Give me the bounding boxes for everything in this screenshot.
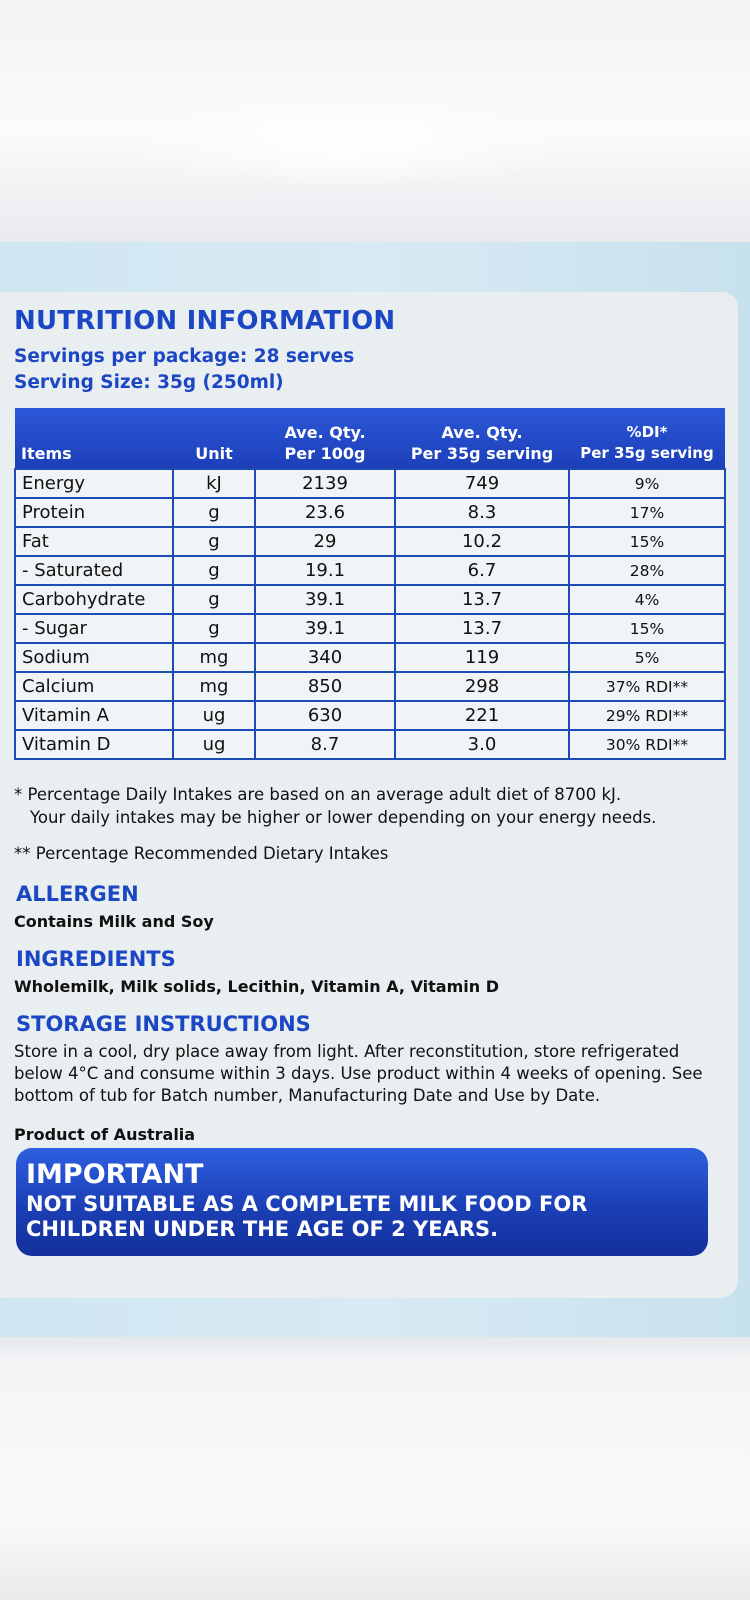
table-row: [15, 672, 725, 701]
table-row: [15, 527, 725, 556]
storage-heading: STORAGE INSTRUCTIONS: [16, 1012, 311, 1036]
ingredients-heading: INGREDIENTS: [16, 947, 176, 971]
cell-per-100g: 19.1: [255, 556, 395, 585]
servings-per-package: Servings per package: 28 serves: [14, 346, 355, 367]
table-header-row: [15, 408, 725, 469]
table-row: [15, 643, 725, 672]
cell-unit: kJ: [173, 469, 255, 498]
cell-item: - Sugar: [15, 614, 173, 643]
cell-per-35g: 221: [395, 701, 569, 730]
cell-daily-intake: 28%: [569, 556, 725, 585]
header-daily-intake: [569, 408, 725, 469]
cell-per-35g: 119: [395, 643, 569, 672]
header-per-100g-line1: Ave. Qty.: [284, 423, 366, 442]
cell-item: Vitamin D: [15, 730, 173, 759]
cell-unit: mg: [173, 643, 255, 672]
table-row: [15, 556, 725, 585]
cell-unit: g: [173, 585, 255, 614]
table-row: [15, 701, 725, 730]
cell-unit: ug: [173, 730, 255, 759]
header-per-35g-line1: Ave. Qty.: [441, 423, 523, 442]
nutrition-title: NUTRITION INFORMATION: [14, 306, 396, 336]
nutrition-table-container: [14, 408, 724, 760]
cell-item: Protein: [15, 498, 173, 527]
cell-per-35g: 10.2: [395, 527, 569, 556]
table-row: [15, 498, 725, 527]
cell-daily-intake: 17%: [569, 498, 725, 527]
cell-daily-intake: 5%: [569, 643, 725, 672]
cell-item: Energy: [15, 469, 173, 498]
cell-per-35g: 298: [395, 672, 569, 701]
table-row: [15, 585, 725, 614]
cell-per-100g: 23.6: [255, 498, 395, 527]
storage-line-1: Store in a cool, dry place away from light. After reconstitution, store refrigerated: [14, 1042, 680, 1061]
footnote-daily-intake: * Percentage Daily Intakes are based on an average adult diet of 8700 kJ.: [14, 785, 622, 804]
cell-per-100g: 39.1: [255, 585, 395, 614]
storage-line-2: below 4°C and consume within 3 days. Use product within 4 weeks of opening. See: [14, 1064, 703, 1083]
cell-unit: g: [173, 498, 255, 527]
cell-daily-intake: 30% RDI**: [569, 730, 725, 759]
storage-line-3: bottom of tub for Batch number, Manufacturing Date and Use by Date.: [14, 1086, 601, 1105]
cell-item: Calcium: [15, 672, 173, 701]
cell-per-35g: 3.0: [395, 730, 569, 759]
important-line-1: NOT SUITABLE AS A COMPLETE MILK FOOD FOR: [26, 1192, 588, 1216]
cell-per-35g: 8.3: [395, 498, 569, 527]
cell-daily-intake: 15%: [569, 527, 725, 556]
nutrition-table: [14, 408, 726, 760]
table-row: [15, 614, 725, 643]
container-highlight: [110, 100, 580, 190]
cell-per-100g: 29: [255, 527, 395, 556]
cell-unit: g: [173, 556, 255, 585]
cell-per-100g: 39.1: [255, 614, 395, 643]
cell-unit: mg: [173, 672, 255, 701]
header-daily-intake-line1: %DI*: [626, 423, 668, 441]
cell-per-35g: 749: [395, 469, 569, 498]
cell-daily-intake: 4%: [569, 585, 725, 614]
header-per-100g-line2: Per 100g: [284, 444, 366, 463]
cell-per-100g: 850: [255, 672, 395, 701]
important-line-2: CHILDREN UNDER THE AGE OF 2 YEARS.: [26, 1217, 499, 1241]
footnote-daily-intake-cont: Your daily intakes may be higher or lower depending on your energy needs.: [30, 808, 657, 827]
cell-daily-intake: 29% RDI**: [569, 701, 725, 730]
header-per-35g-line2: Per 35g serving: [410, 444, 554, 463]
cell-item: Vitamin A: [15, 701, 173, 730]
ingredients-text: Wholemilk, Milk solids, Lecithin, Vitamin A, Vitamin D: [14, 977, 499, 996]
cell-unit: g: [173, 614, 255, 643]
table-row: [15, 469, 725, 498]
storage-instructions: [14, 1041, 714, 1107]
header-unit: Unit: [173, 408, 255, 469]
cell-per-35g: 13.7: [395, 614, 569, 643]
cell-item: Fat: [15, 527, 173, 556]
cell-item: - Saturated: [15, 556, 173, 585]
important-heading: IMPORTANT: [26, 1159, 204, 1190]
cell-per-100g: 8.7: [255, 730, 395, 759]
header-per-35g: [395, 408, 569, 469]
cell-per-100g: 340: [255, 643, 395, 672]
cell-daily-intake: 9%: [569, 469, 725, 498]
footnote-rdi: ** Percentage Recommended Dietary Intakes: [14, 844, 389, 863]
cell-unit: g: [173, 527, 255, 556]
cell-per-100g: 630: [255, 701, 395, 730]
header-per-100g: [255, 408, 395, 469]
important-warning-box: [16, 1148, 708, 1256]
cell-daily-intake: 15%: [569, 614, 725, 643]
cell-item: Sodium: [15, 643, 173, 672]
important-warning-text: [26, 1192, 587, 1242]
allergen-heading: ALLERGEN: [16, 882, 139, 906]
table-row: [15, 730, 725, 759]
header-daily-intake-line2: Per 35g serving: [580, 444, 714, 462]
allergen-text: Contains Milk and Soy: [14, 912, 214, 931]
header-items: Items: [15, 408, 173, 469]
cell-per-100g: 2139: [255, 469, 395, 498]
cell-daily-intake: 37% RDI**: [569, 672, 725, 701]
cell-per-35g: 6.7: [395, 556, 569, 585]
product-origin: Product of Australia: [14, 1125, 196, 1144]
cell-per-35g: 13.7: [395, 585, 569, 614]
serving-size: Serving Size: 35g (250ml): [14, 372, 284, 393]
cell-item: Carbohydrate: [15, 585, 173, 614]
cell-unit: ug: [173, 701, 255, 730]
